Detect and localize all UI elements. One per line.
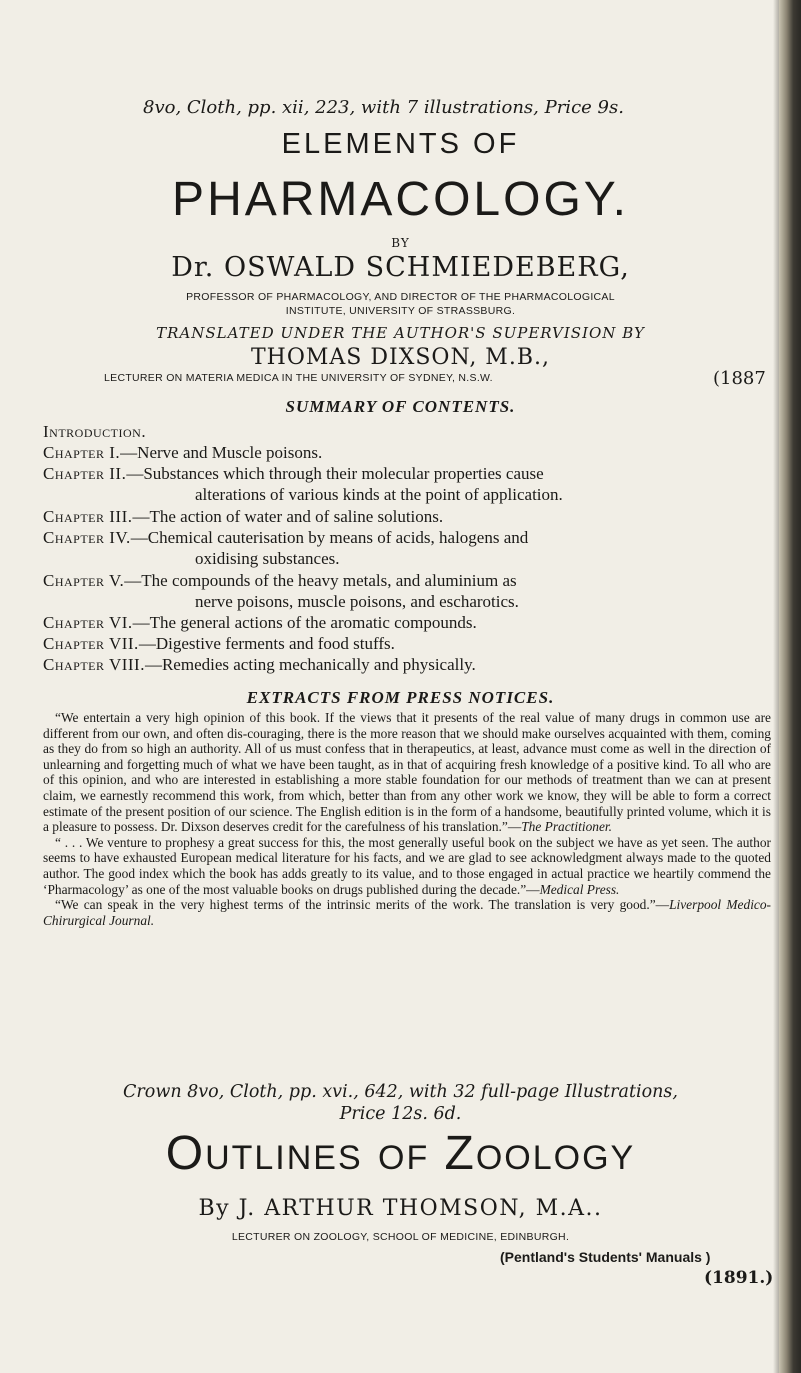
book1-author-position-2: INSTITUTE, UNIVERSITY OF STRASSBURG. [285, 305, 516, 317]
toc-chapter-5 [43, 570, 517, 591]
chapter-label: Chapter IV. [43, 528, 131, 547]
chapter-text: —Nerve and Muscle poisons. [120, 443, 323, 462]
chapter-text: —Digestive ferments and food stuffs. [138, 634, 395, 653]
toc-introduction: Introduction. [43, 422, 147, 441]
chapter-label: Chapter II. [43, 464, 127, 483]
press-notice [43, 897, 771, 928]
book1-translator-position: LECTURER ON MATERIA MEDICA IN THE UNIVERSITY OF SYDNEY, N.S.W. [104, 372, 493, 384]
toc-chapter-7 [43, 633, 395, 654]
chapter-text: —Substances which through their molecular properties cause [126, 464, 544, 483]
chapter-text-cont: oxidising substances. [195, 549, 340, 568]
book1-format-line: 8vo, Cloth, pp. xii, 223, with 7 illustrations, Price 9s. [143, 97, 624, 118]
book1-translated-under: TRANSLATED UNDER THE AUTHOR'S SUPERVISION BY [156, 324, 645, 342]
chapter-text-cont: alterations of various kinds at the point of application. [195, 485, 563, 504]
book1-year: (1887 [713, 368, 766, 389]
press-source: The Practitioner. [521, 819, 612, 835]
chapter-text: —The general actions of the aromatic compounds. [132, 613, 477, 632]
press-quote: “ . . . We venture to prophesy a great success for this, the most generally useful book on the subject we have as yet seen. The author seems to have exhausted European medical literature for his facts, and we are glad to see acknowledgment always made to the quoted author. The good index which the book has adds greatly to its value, and to those engaged in actual practice we heartily commend the ‘Pharmacology’ as one of the most valuable books on drugs published during the decade.”— [43, 834, 771, 897]
book2-format-line1: Crown 8vo, Cloth, pp. xvi., 642, with 32 full-page Illustrations, [123, 1082, 678, 1102]
book1-title-line1: ELEMENTS OF [281, 128, 520, 160]
contents-heading: SUMMARY OF CONTENTS. [285, 397, 516, 416]
press-heading: EXTRACTS FROM PRESS NOTICES. [246, 688, 555, 707]
toc-chapter-6 [43, 612, 477, 633]
book2-series: (Pentland's Students' Manuals ) [500, 1249, 711, 1265]
chapter-label: Chapter V. [43, 571, 125, 590]
press-quote: “We can speak in the very highest terms of the intrinsic merits of the work. The translation is very good.”— [55, 897, 670, 913]
chapter-text: —Remedies acting mechanically and physically. [144, 655, 476, 674]
toc-chapter-3 [43, 506, 443, 527]
book2-author-position: LECTURER ON ZOOLOGY, SCHOOL OF MEDICINE, EDINBURGH. [231, 1231, 570, 1243]
book1-translator: THOMAS DIXSON, M.B., [251, 345, 550, 370]
toc-chapter-2 [43, 463, 544, 484]
book2-author: By J. ARTHUR THOMSON, M.A.. [198, 1196, 603, 1221]
chapter-label: Chapter VIII. [43, 655, 145, 674]
book1-author-position-1: PROFESSOR OF PHARMACOLOGY, AND DIRECTOR OF THE PHARMACOLOGICAL [186, 291, 615, 303]
book1-by: BY [391, 236, 410, 250]
press-notice [43, 835, 771, 897]
book2-year: (1891.) [704, 1268, 774, 1288]
press-source: Medical Press. [539, 881, 620, 897]
toc-chapter-8 [43, 654, 476, 675]
chapter-text-cont: nerve poisons, muscle poisons, and escharotics. [195, 592, 519, 611]
press-quote: “We entertain a very high opinion of this book. If the views that it presents of the real value of many drugs in common use are different from our own, and often dis-couraging, there is the more reason that we should make ourselves acquainted with them, coming as they do from so high an authority. All of us must confess that in therapeutics, at least, advance must come as well in the direction of unlearning and forgetting much of what we have been taught, as in that of acquiring fresh knowledge of a positive kind. To all who are of this opinion, and who are interested in establishing a more stable foundation for our methods of treatment than we can at present claim, we earnestly recommend this work, from which, better than from any other work we know, they will be able to form a correct estimate of the present position of our science. The English edition is in the form of a handsome, beautifully printed volume, which it is a pleasure to possess. Dr. Dixson deserves credit for the carefulness of his translation.”— [43, 710, 771, 835]
chapter-label: Chapter III. [43, 507, 133, 526]
book1-title-line2: PHARMACOLOGY. [172, 173, 629, 226]
book1-author: Dr. OSWALD SCHMIEDEBERG, [171, 252, 630, 283]
chapter-label: Chapter I. [43, 443, 121, 462]
toc-chapter-1 [43, 442, 322, 463]
chapter-label: Chapter VII. [43, 634, 139, 653]
press-source: Liverpool Medico-Chirurgical Journal. [43, 897, 772, 928]
chapter-text: —The action of water and of saline solutions. [132, 507, 444, 526]
press-notice [43, 710, 771, 835]
toc-chapter-4 [43, 527, 528, 548]
book2-title: Outlines of Zoology [165, 1127, 636, 1180]
press-notices [43, 710, 771, 928]
book-spine-edge [779, 0, 801, 1373]
chapter-label: Chapter VI. [43, 613, 133, 632]
book2-format-line2: Price 12s. 6d. [339, 1104, 462, 1124]
chapter-text: —Chemical cauterisation by means of acids, halogens and [130, 528, 529, 547]
chapter-text: —The compounds of the heavy metals, and aluminium as [124, 571, 517, 590]
